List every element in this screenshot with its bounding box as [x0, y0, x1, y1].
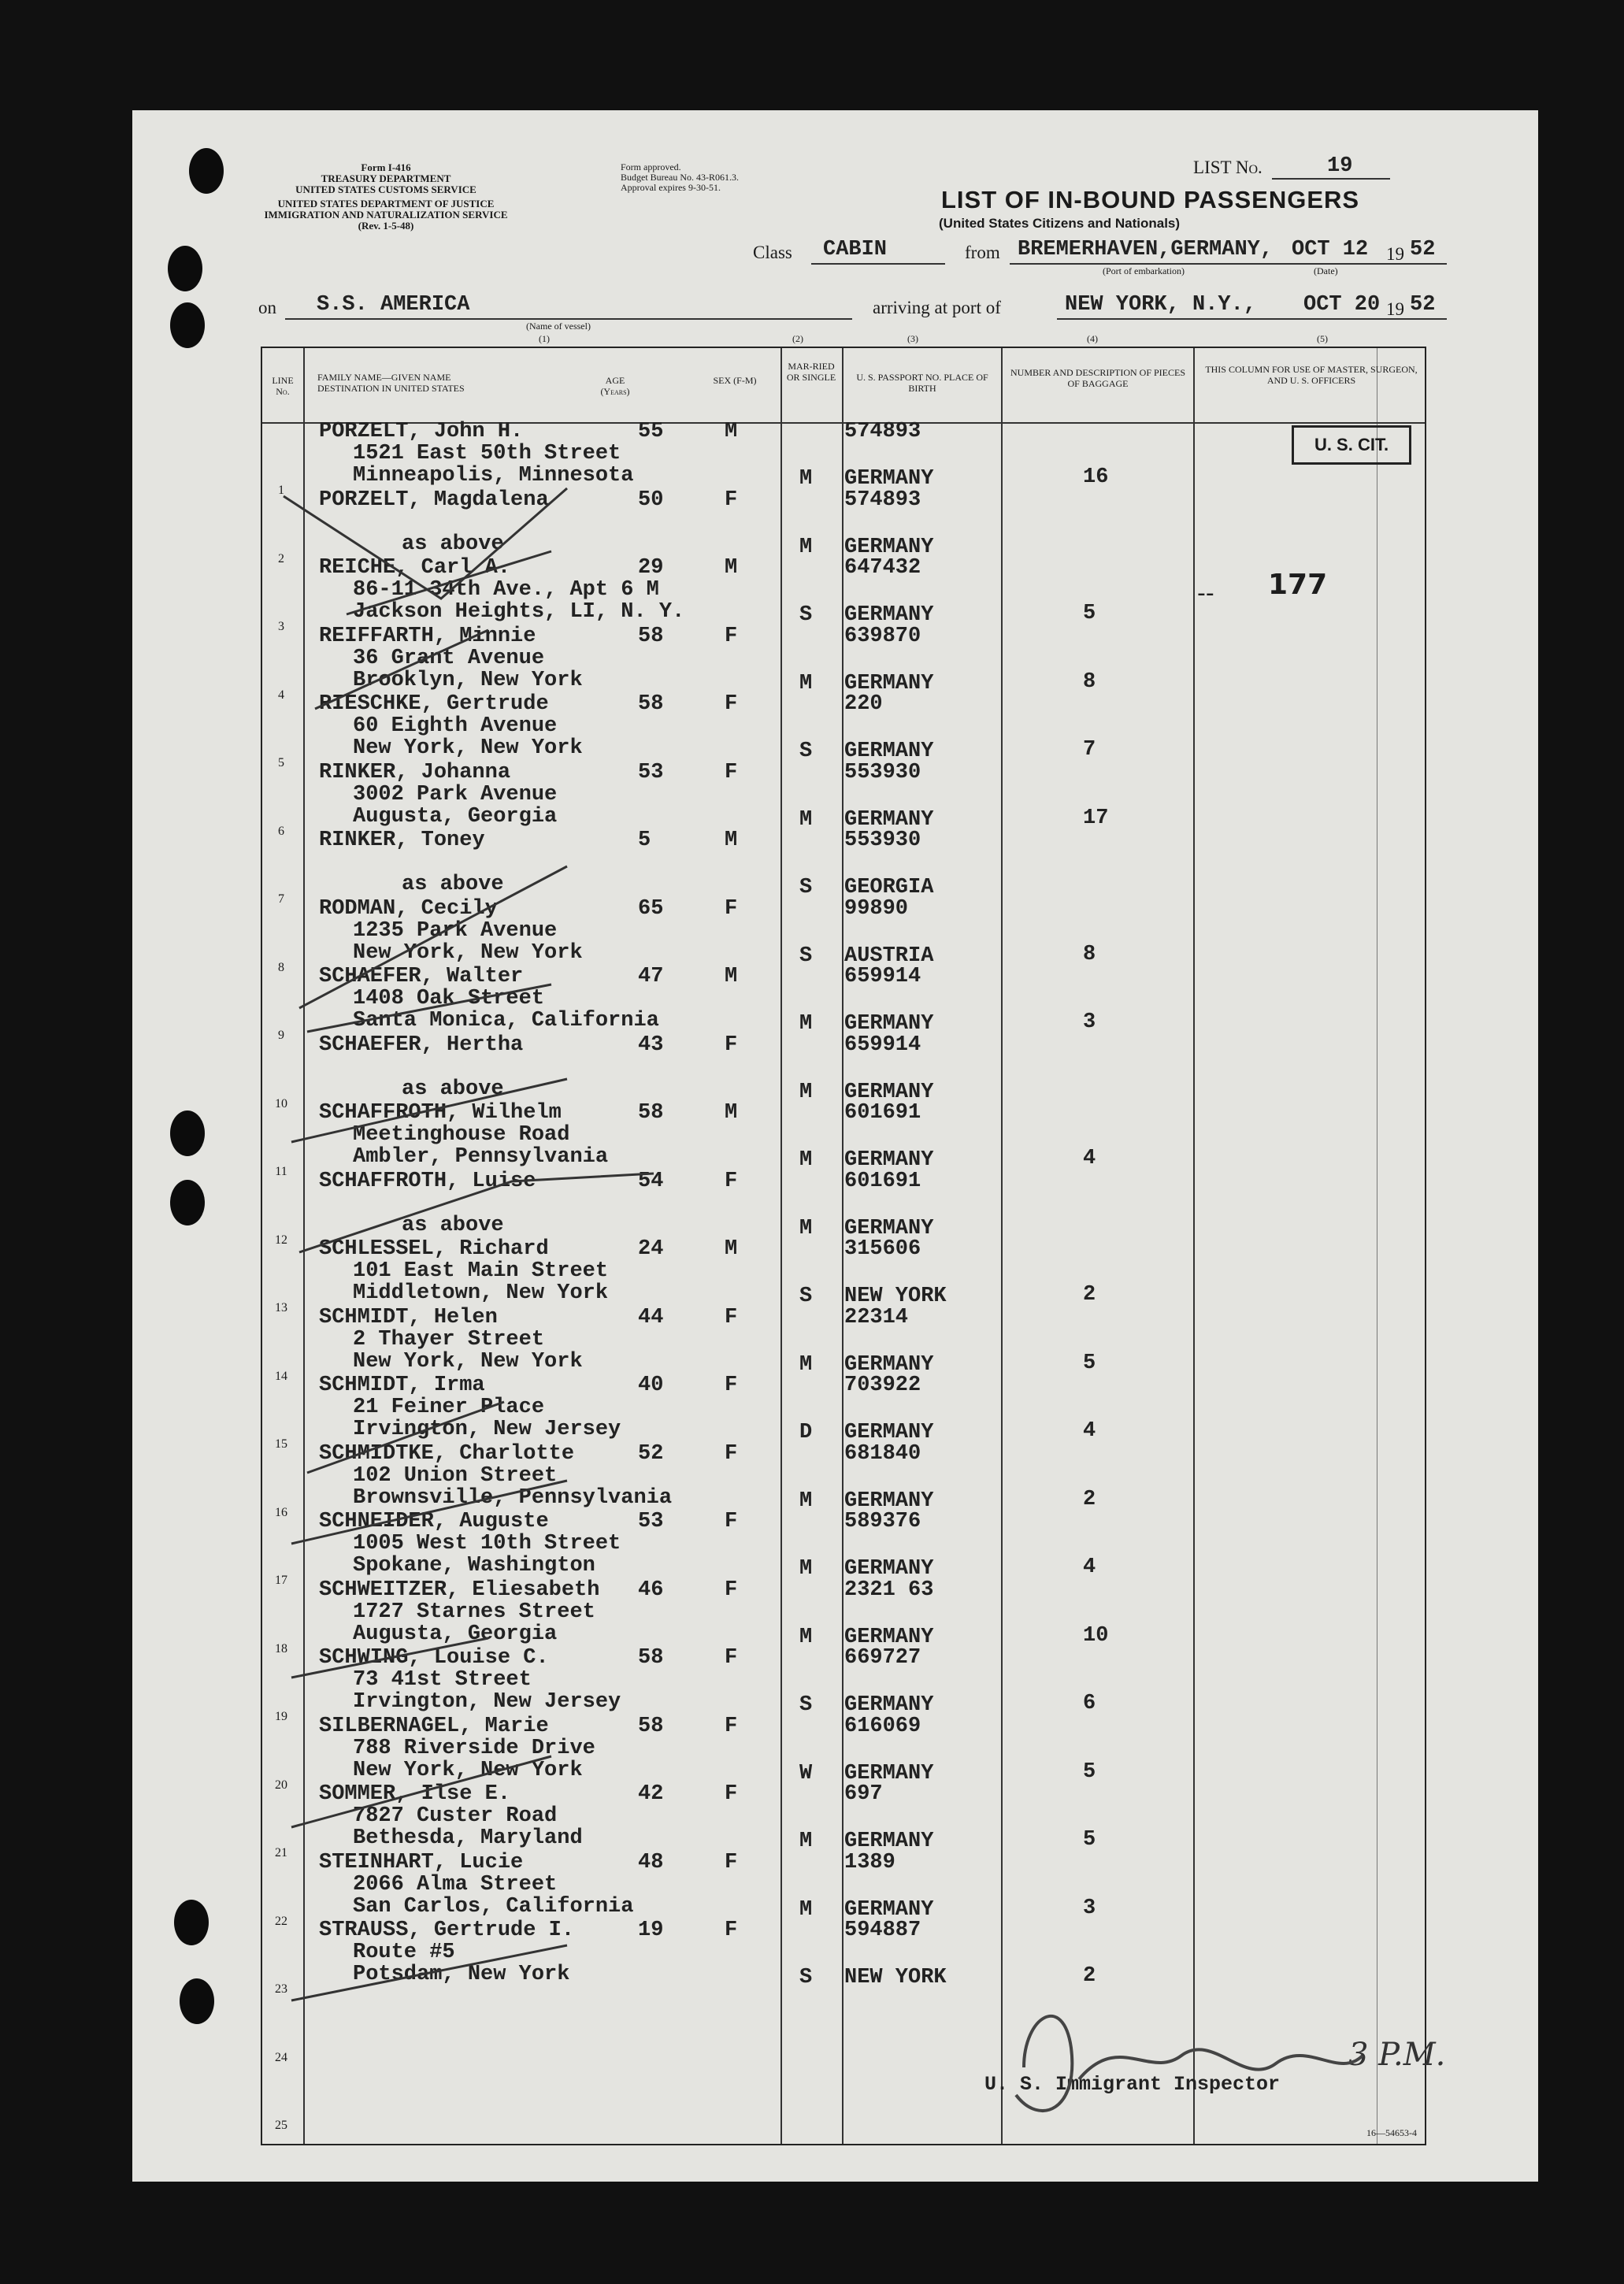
col-header-age: AGE (Years) [600, 375, 630, 397]
passenger-name: SILBERNAGEL, Marie [319, 1714, 549, 1738]
line-number: 15 [275, 1437, 287, 1451]
signature-note: 3 P.M. [1348, 2037, 1446, 2073]
list-no-value: 19 [1327, 154, 1353, 178]
line-number: 7 [278, 892, 284, 906]
passenger-name: SCHMIDT, Irma [319, 1374, 485, 1397]
col-header-sex: SEX (F-M) [713, 375, 757, 386]
on-label: on [258, 298, 276, 317]
passenger-sex: M [725, 1237, 738, 1261]
passenger-address-1: 1005 West 10th Street [353, 1532, 621, 1555]
page-subtitle: (United States Citizens and Nationals) [939, 216, 1181, 231]
passenger-age: 19 [638, 1919, 664, 1942]
passenger-baggage: 2 [1083, 1283, 1096, 1307]
from-label: from [965, 243, 1000, 262]
passenger-birthplace: GERMANY [844, 1148, 934, 1172]
line-number: 11 [275, 1165, 287, 1178]
form-agency-block: Form I-416 TREASURY DEPARTMENT UNITED STATES CUSTOMS SERVICE UNITED STATES DEPARTMENT OF JUSTICE IMMIGRATION AND NATURALIZATION SERVICE (Rev. 1-5-48) [264, 161, 508, 232]
passenger-address-2: New York, New York [353, 940, 583, 965]
passenger-name: RINKER, Toney [319, 829, 485, 852]
passenger-birthplace: GERMANY [844, 1421, 934, 1444]
line-number: 10 [275, 1096, 287, 1110]
passenger-birthplace: GERMANY [844, 535, 934, 559]
passenger-baggage: 16 [1083, 465, 1109, 489]
page-title: LIST OF IN-BOUND PASSENGERS [941, 186, 1360, 213]
arriving-label: arriving at port of [873, 298, 1001, 317]
passenger-marital-status: M [799, 467, 813, 491]
passenger-marital-status: M [799, 807, 813, 832]
passenger-address-2: Santa Monica, California [353, 1009, 659, 1033]
passenger-sex: M [725, 829, 738, 852]
passenger-name: STRAUSS, Gertrude I. [319, 1919, 575, 1942]
passenger-sex: F [725, 1305, 738, 1329]
passenger-baggage: 8 [1083, 669, 1096, 694]
passenger-marital-status: M [799, 1216, 813, 1240]
passenger-baggage: 4 [1083, 1555, 1096, 1579]
passenger-address-2: as above [402, 1077, 504, 1101]
col-header-officers: THIS COLUMN FOR USE OF MASTER, SURGEON, AND U. S. OFFICERS [1205, 364, 1418, 386]
passenger-baggage: 10 [1083, 1623, 1109, 1648]
passenger-age: 52 [638, 1441, 664, 1466]
passenger-birthplace: GERMANY [844, 1216, 934, 1240]
passenger-marital-status: W [799, 1761, 813, 1785]
col-header-passport: U. S. PASSPORT NO. PLACE OF BIRTH [856, 372, 988, 394]
passenger-address-1: 2066 Alma Street [353, 1872, 558, 1897]
passenger-marital-status: S [799, 740, 813, 763]
passenger-baggage: 3 [1083, 1010, 1096, 1034]
passenger-address-1: 1727 Starnes Street [353, 1600, 595, 1624]
passenger-marital-status: M [799, 671, 813, 695]
passenger-birthplace: AUSTRIA [844, 944, 934, 968]
passenger-marital-status: M [799, 1080, 813, 1104]
passenger-address-1: Meetinghouse Road [353, 1123, 570, 1147]
passenger-marital-status: M [799, 1830, 813, 1853]
passenger-passport-no: 639870 [844, 624, 921, 648]
officer-note: 177 [1268, 569, 1328, 601]
col-num-5: (5) [1317, 333, 1328, 344]
passenger-passport-no: 659914 [844, 965, 921, 988]
passenger-marital-status: M [799, 1625, 813, 1649]
passenger-name: SCHAFFROTH, Luise [319, 1169, 536, 1193]
passenger-marital-status: M [799, 1897, 813, 1922]
line-number: 16 [275, 1505, 287, 1519]
passenger-name: REICHE, Carl A. [319, 556, 511, 580]
vessel-caption: (Name of vessel) [526, 321, 591, 332]
passenger-address-2: Brownsville, Pennsylvania [353, 1485, 673, 1510]
passenger-name: RINKER, Johanna [319, 760, 511, 784]
port-caption: (Port of embarkation) [1103, 265, 1185, 276]
passenger-address-2: New York, New York [353, 1758, 583, 1782]
passenger-baggage: 2 [1083, 1487, 1096, 1511]
form-number: 16—54653-4 [1366, 2127, 1417, 2138]
passenger-marital-status: S [799, 603, 813, 627]
passenger-sex: F [725, 1646, 738, 1670]
passenger-address-1: 788 Riverside Drive [353, 1736, 595, 1760]
passenger-name: SCHWEITZER, Eliesabeth [319, 1578, 600, 1602]
passenger-birthplace: GERMANY [844, 1080, 934, 1104]
passenger-baggage: 2 [1083, 1964, 1096, 1988]
passenger-baggage: 4 [1083, 1147, 1096, 1170]
passenger-age: 50 [638, 488, 664, 512]
passenger-baggage: 5 [1083, 1351, 1096, 1375]
passenger-age: 54 [638, 1169, 664, 1193]
passenger-address-1: 1408 Oak Street [353, 987, 545, 1010]
passenger-name: SCHWING, Louise C. [319, 1646, 549, 1670]
officer-dash: -- [1197, 580, 1214, 607]
passenger-baggage: 5 [1083, 602, 1096, 625]
passenger-sex: M [725, 420, 738, 443]
passenger-baggage: 5 [1083, 1759, 1096, 1784]
passenger-passport-no: 553930 [844, 760, 921, 784]
passenger-address-2: Bethesda, Maryland [353, 1826, 583, 1850]
passenger-passport-no: 647432 [844, 556, 921, 580]
class-value: CABIN [823, 238, 888, 261]
passenger-birthplace: GERMANY [844, 1625, 934, 1649]
passenger-address-1: 1235 Park Avenue [353, 918, 558, 943]
passenger-birthplace: GERMANY [844, 671, 934, 695]
passenger-age: 47 [638, 965, 664, 988]
passenger-passport-no: 553930 [844, 829, 921, 852]
passenger-marital-status: D [799, 1421, 813, 1444]
passenger-passport-no: 669727 [844, 1646, 921, 1670]
passenger-address-1: 86-11 34th Ave., Apt 6 M [353, 578, 659, 602]
vessel-name: S.S. AMERICA [317, 293, 470, 317]
passenger-age: 65 [638, 896, 664, 921]
passenger-baggage: 17 [1083, 806, 1109, 830]
passenger-address-2: San Carlos, California [353, 1894, 634, 1919]
from-value: BREMERHAVEN,GERMANY, [1018, 238, 1274, 261]
passenger-address-2: Spokane, Washington [353, 1554, 595, 1578]
line-number: 13 [275, 1301, 287, 1314]
passenger-passport-no: 659914 [844, 1033, 921, 1057]
passenger-address-1: 3002 Park Avenue [353, 782, 558, 806]
passenger-address-2: Irvington, New Jersey [353, 1418, 621, 1441]
passenger-sex: F [725, 896, 738, 921]
passenger-address-2: Ambler, Pennsylvania [353, 1145, 609, 1169]
line-number: 25 [275, 2119, 287, 2132]
passenger-baggage: 8 [1083, 942, 1096, 966]
passenger-sex: F [725, 1169, 738, 1193]
passenger-age: 24 [638, 1237, 664, 1261]
line-number: 3 [278, 620, 284, 633]
passenger-marital-status: M [799, 535, 813, 559]
passenger-address-1: 36 Grant Avenue [353, 646, 545, 670]
passenger-sex: M [725, 556, 738, 580]
passenger-passport-no: 616069 [844, 1714, 921, 1738]
line-number: 20 [275, 1778, 287, 1792]
passenger-baggage: 3 [1083, 1896, 1096, 1920]
passenger-address-1: 7827 Custer Road [353, 1804, 558, 1828]
passenger-marital-status: M [799, 1148, 813, 1172]
passenger-passport-no: 703922 [844, 1374, 921, 1397]
line-number: 17 [275, 1574, 287, 1587]
col-header-name: FAMILY NAME—GIVEN NAME DESTINATION IN UNITED STATES [317, 372, 465, 394]
line-number: 23 [275, 1982, 287, 1996]
passenger-name: PORZELT, John H. [319, 420, 524, 443]
passenger-marital-status: M [799, 1557, 813, 1581]
arrival-year-prefix: 19 [1386, 299, 1404, 319]
passenger-address-2: Irvington, New Jersey [353, 1690, 621, 1714]
passenger-age: 58 [638, 1646, 664, 1670]
inspector-signature [1016, 2016, 1363, 2111]
passenger-marital-status: S [799, 1285, 813, 1308]
col-num-3: (3) [907, 333, 918, 344]
passenger-name: SOMMER, Ilse E. [319, 1782, 511, 1806]
passenger-sex: F [725, 1441, 738, 1466]
line-number: 12 [275, 1233, 287, 1247]
passenger-passport-no: 697 [844, 1782, 883, 1806]
arrival-date: OCT 20 [1303, 293, 1381, 317]
passenger-address-2: Brooklyn, New York [353, 668, 583, 692]
passenger-name: SCHAEFER, Hertha [319, 1033, 524, 1057]
passenger-address-1: 73 41st Street [353, 1668, 532, 1692]
passenger-name: SCHLESSEL, Richard [319, 1237, 549, 1261]
col-num-4: (4) [1087, 333, 1098, 344]
passenger-sex: F [725, 692, 738, 716]
passenger-sex: F [725, 488, 738, 512]
passenger-address-2: New York, New York [353, 1349, 583, 1374]
passenger-age: 58 [638, 1101, 664, 1125]
line-number: 24 [275, 2050, 287, 2064]
passenger-baggage: 6 [1083, 1692, 1096, 1715]
passenger-marital-status: M [799, 1352, 813, 1377]
passenger-passport-no: 1389 [844, 1850, 895, 1874]
col-header-line-no: LINE No. [272, 375, 294, 397]
passenger-age: 29 [638, 556, 664, 580]
passenger-age: 46 [638, 1578, 664, 1602]
passenger-sex: F [725, 1374, 738, 1397]
passenger-sex: F [725, 1919, 738, 1942]
passenger-name: PORZELT, Magdalena [319, 488, 549, 512]
passenger-marital-status: S [799, 944, 813, 968]
passenger-name: REIFFARTH, Minnie [319, 624, 536, 648]
passenger-age: 43 [638, 1033, 664, 1057]
passenger-birthplace: GERMANY [844, 807, 934, 832]
passenger-birthplace: GERMANY [844, 467, 934, 491]
passenger-birthplace: GERMANY [844, 1557, 934, 1581]
passenger-address-2: as above [402, 873, 504, 896]
passenger-address-2: Augusta, Georgia [353, 804, 558, 829]
col-header-baggage: NUMBER AND DESCRIPTION OF PIECES OF BAGGAGE [1010, 367, 1186, 389]
passenger-birthplace: NEW YORK [844, 1966, 947, 1989]
passenger-age: 40 [638, 1374, 664, 1397]
line-number: 21 [275, 1846, 287, 1859]
passenger-address-2: Augusta, Georgia [353, 1622, 558, 1646]
passenger-address-2: as above [402, 532, 504, 556]
line-number: 19 [275, 1710, 287, 1723]
passenger-address-2: Jackson Heights, LI, N. Y. [353, 600, 685, 624]
passenger-passport-no: 22314 [844, 1305, 909, 1329]
passenger-age: 42 [638, 1782, 664, 1806]
passenger-sex: F [725, 1578, 738, 1602]
passenger-age: 48 [638, 1850, 664, 1874]
passenger-name: SCHAEFER, Walter [319, 965, 524, 988]
from-year: 52 [1410, 238, 1436, 261]
passenger-age: 44 [638, 1305, 664, 1329]
line-number: 5 [278, 756, 284, 769]
passenger-age: 53 [638, 760, 664, 784]
passenger-marital-status: S [799, 1966, 813, 1989]
passenger-sex: F [725, 1033, 738, 1057]
passenger-birthplace: GERMANY [844, 1489, 934, 1513]
line-number: 6 [278, 824, 284, 838]
passenger-address-1: 102 Union Street [353, 1463, 558, 1488]
passenger-age: 58 [638, 692, 664, 716]
passenger-passport-no: 589376 [844, 1510, 921, 1533]
passenger-passport-no: 681840 [844, 1441, 921, 1466]
passenger-marital-status: S [799, 876, 813, 899]
passenger-name: RIESCHKE, Gertrude [319, 692, 549, 716]
passenger-birthplace: GERMANY [844, 603, 934, 627]
passenger-passport-no: 594887 [844, 1919, 921, 1942]
line-number: 14 [275, 1369, 287, 1383]
passenger-marital-status: M [799, 1012, 813, 1036]
passenger-marital-status: S [799, 1693, 813, 1717]
line-number: 8 [278, 960, 284, 974]
from-year-prefix: 19 [1386, 244, 1404, 264]
passenger-sex: F [725, 1850, 738, 1874]
line-number: 2 [278, 551, 284, 565]
passenger-name: SCHAFFROTH, Wilhelm [319, 1101, 562, 1125]
passenger-passport-no: 574893 [844, 488, 921, 512]
col-header-married: MAR-RIED OR SINGLE [786, 361, 836, 383]
passenger-sex: F [725, 1510, 738, 1533]
passenger-age: 58 [638, 624, 664, 648]
passenger-address-2: Middletown, New York [353, 1281, 609, 1305]
passenger-name: SCHMIDTKE, Charlotte [319, 1441, 575, 1466]
passenger-age: 53 [638, 1510, 664, 1533]
passenger-address-1: 2 Thayer Street [353, 1327, 545, 1351]
us-citizen-stamp: U. S. CIT. [1292, 425, 1411, 465]
passenger-marital-status: M [799, 1489, 813, 1513]
list-no-label: LIST No. [1193, 158, 1262, 177]
passenger-birthplace: GERMANY [844, 1693, 934, 1717]
passenger-birthplace: GERMANY [844, 1761, 934, 1785]
passenger-address-2: as above [402, 1213, 504, 1237]
passenger-baggage: 5 [1083, 1828, 1096, 1852]
passenger-sex: F [725, 1714, 738, 1738]
passenger-birthplace: GERMANY [844, 1012, 934, 1036]
passenger-passport-no: 601691 [844, 1101, 921, 1125]
passenger-sex: F [725, 624, 738, 648]
passenger-address-2: New York, New York [353, 736, 583, 760]
passenger-name: STEINHART, Lucie [319, 1850, 524, 1874]
class-label: Class [753, 243, 792, 262]
passenger-passport-no: 2321 63 [844, 1578, 934, 1602]
vessel-col-num: (1) [539, 333, 550, 344]
passenger-birthplace: GERMANY [844, 1830, 934, 1853]
line-number: 1 [278, 484, 284, 497]
passenger-address-2: Potsdam, New York [353, 1963, 570, 1986]
line-number: 4 [278, 688, 284, 702]
passenger-name: SCHMIDT, Helen [319, 1305, 498, 1329]
passenger-sex: M [725, 965, 738, 988]
from-date: OCT 12 [1292, 238, 1369, 261]
passenger-passport-no: 315606 [844, 1237, 921, 1261]
passenger-address-1: 1521 East 50th Street [353, 442, 621, 465]
passenger-passport-no: 601691 [844, 1169, 921, 1193]
passenger-age: 5 [638, 829, 651, 852]
arrival-port: NEW YORK, N.Y., [1065, 293, 1257, 317]
line-number: 9 [278, 1029, 284, 1042]
passenger-address-1: 21 Feiner Place [353, 1396, 545, 1419]
passenger-birthplace: NEW YORK [844, 1285, 947, 1308]
passenger-sex: F [725, 760, 738, 784]
passenger-address-1: Route #5 [353, 1941, 455, 1964]
passenger-baggage: 7 [1083, 738, 1096, 762]
passenger-address-1: 60 Eighth Avenue [353, 714, 558, 738]
passenger-birthplace: GERMANY [844, 1352, 934, 1377]
col-num-2: (2) [792, 333, 803, 344]
passenger-age: 58 [638, 1714, 664, 1738]
passenger-passport-no: 220 [844, 692, 883, 716]
passenger-passport-no: 574893 [844, 420, 921, 443]
passenger-age: 55 [638, 420, 664, 443]
approval-block: Form approved. Budget Bureau No. 43-R061.3. Approval expires 9-30-51. [621, 161, 739, 193]
passenger-birthplace: GERMANY [844, 740, 934, 763]
passenger-name: RODMAN, Cecily [319, 896, 498, 921]
passenger-passport-no: 99890 [844, 896, 909, 921]
passenger-address-1: 101 East Main Street [353, 1259, 609, 1283]
passenger-name: SCHNEIDER, Auguste [319, 1510, 549, 1533]
passenger-baggage: 4 [1083, 1419, 1096, 1443]
line-number: 22 [275, 1914, 287, 1928]
line-number: 18 [275, 1641, 287, 1656]
passenger-sex: M [725, 1101, 738, 1125]
passenger-sex: F [725, 1782, 738, 1806]
arrival-year: 52 [1410, 293, 1436, 317]
passenger-address-2: Minneapolis, Minnesota [353, 464, 634, 488]
inspector-label: U. S. Immigrant Inspector [984, 2073, 1281, 2096]
passenger-birthplace: GERMANY [844, 1897, 934, 1922]
date-caption: (Date) [1314, 265, 1338, 276]
passenger-birthplace: GEORGIA [844, 876, 934, 899]
